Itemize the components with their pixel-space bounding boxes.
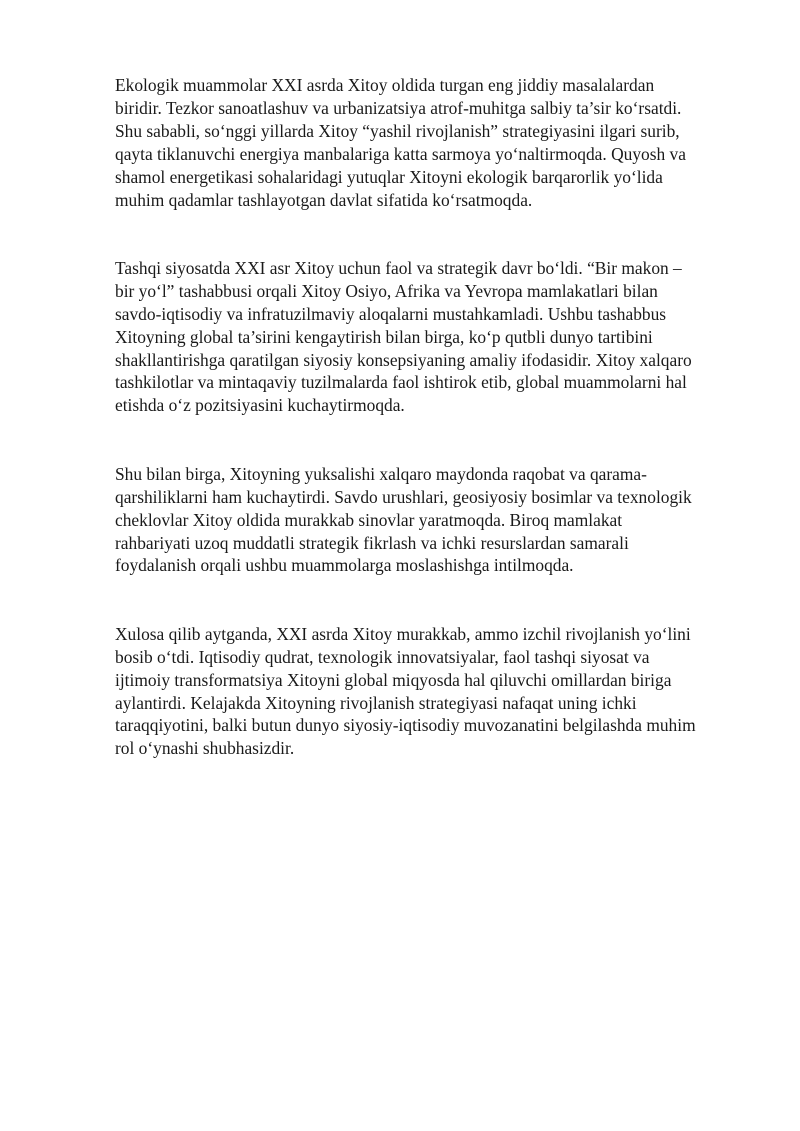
paragraph-ecology: Ekologik muammolar XXI asrda Xitoy oldida turgan eng jiddiy masalalardan biridir. Tezkor sanoatlashuv va urbanizatsiya atrof-muhitga salbiy ta’sir ko‘rsatdi. Shu sababli, so‘nggi yillarda Xitoy “yashil rivojlanish” strategiyasini ilgari surib, qayta tiklanuvchi energiya manbalariga katta sarmoya yo‘naltirmoqda. Quyosh va shamol energetikasi sohalaridagi yutuqlar Xitoyni ekologik barqarorlik yo‘lida muhim qadamlar tashlayotgan davlat sifatida ko‘rsatmoqda. <box>115 75 686 210</box>
paragraph-conclusion: Xulosa qilib aytganda, XXI asrda Xitoy murakkab, ammo izchil rivojlanish yo‘lini bosib o‘tdi. Iqtisodiy qudrat, texnologik innovatsiyalar, faol tashqi siyosat va ijtimoiy transformatsiya Xitoyni global miqyosda hal qiluvchi omillardan biriga aylantirdi. Kelajakda Xitoyning rivojlanish strategiyasi nafaqat uning ichki taraqqiyotini, balki butun dunyo siyosiy-iqtisodiy muvozanatini belgilashda muhim rol o‘ynashi shubhasizdir. <box>115 623 696 759</box>
paragraph-challenges: Shu bilan birga, Xitoyning yuksalishi xalqaro maydonda raqobat va qarama- qarshiliklarni ham kuchaytirdi. Savdo urushlari, geosiyosiy bosimlar va texnologik cheklovlar Xitoy oldida murakkab sinovlar yaratmoqda. Biroq mamlakat rahbariyati uzoq muddatli strategik fikrlash va ichki resurslardan samarali foydalanish orqali ushbu muammolarga moslashishga intilmoqda. <box>115 463 692 576</box>
document-body <box>115 74 747 760</box>
paragraph-foreign-policy: Tashqi siyosatda XXI asr Xitoy uchun faol va strategik davr bo‘ldi. “Bir makon – bir yo‘l” tashabbusi orqali Xitoy Osiyo, Afrika va Yevropa mamlakatlari bilan savdo-iqtisodiy va infratuzilmaviy aloqalarni mustahkamladi. Ushbu tashabbus Xitoyning global ta’sirini kengaytirish bilan birga, ko‘p qutbli dunyo tartibini shakllantirishga qaratilgan siyosiy konsepsiyaning amaliy ifodasidir. Xitoy xalqaro tashkilotlar va mintaqaviy tuzilmalarda faol ishtirok etib, global muammolarni hal etishda o‘z pozitsiyasini kuchaytirmoqda. <box>115 257 692 416</box>
